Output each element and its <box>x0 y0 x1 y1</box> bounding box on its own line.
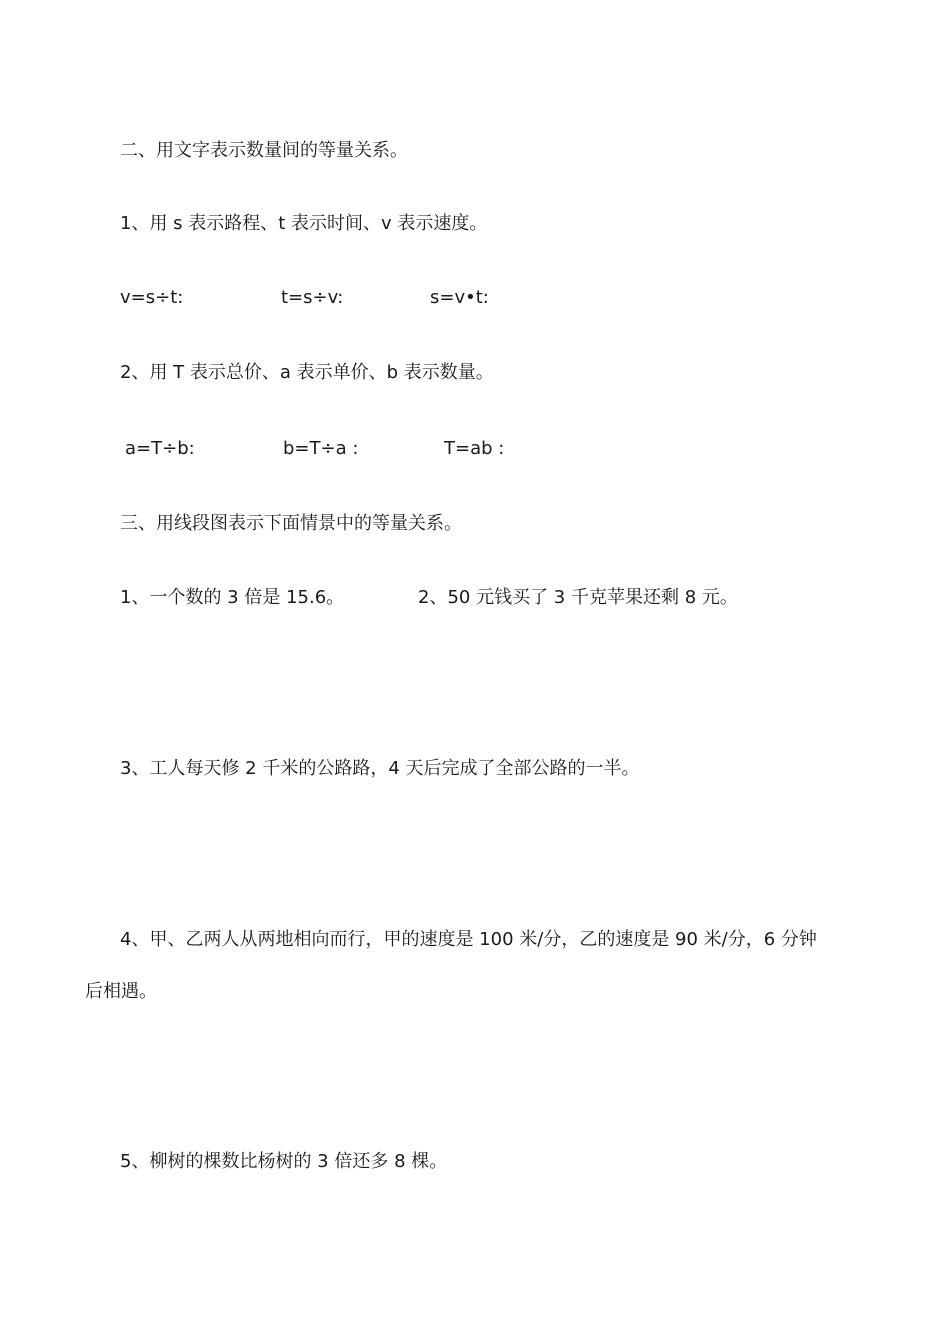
section2-question-1: 1、用 s 表示路程、t 表示时间、v 表示速度。 <box>120 213 488 234</box>
section2-question-2: 2、用 T 表示总价、a 表示单价、b 表示数量。 <box>120 362 494 383</box>
formula-quantity: b=T÷a : <box>283 438 359 459</box>
section3-question-3: 3、工人每天修 2 千米的公路路，4 天后完成了全部公路的一半。 <box>120 758 640 779</box>
section3-question-4-line1: 4、甲、乙两人从两地相向而行，甲的速度是 100 米/分，乙的速度是 90 米/分，6 分钟 <box>120 929 817 950</box>
formula-time: t=s÷v: <box>281 287 344 308</box>
section3-question-4-line2: 后相遇。 <box>85 981 157 1002</box>
section3-question-5: 5、柳树的棵数比杨树的 3 倍还多 8 棵。 <box>120 1151 448 1172</box>
section3-heading: 三、用线段图表示下面情景中的等量关系。 <box>120 513 462 534</box>
section3-question-2: 2、50 元钱买了 3 千克苹果还剩 8 元。 <box>418 587 738 608</box>
section2-heading: 二、用文字表示数量间的等量关系。 <box>120 140 408 161</box>
formula-distance: s=v•t: <box>430 287 489 308</box>
section3-question-1: 1、一个数的 3 倍是 15.6。 <box>120 587 345 608</box>
formula-velocity: v=s÷t: <box>120 287 184 308</box>
formula-unit-price: a=T÷b: <box>125 438 195 459</box>
formula-total-price: T=ab : <box>444 438 505 459</box>
